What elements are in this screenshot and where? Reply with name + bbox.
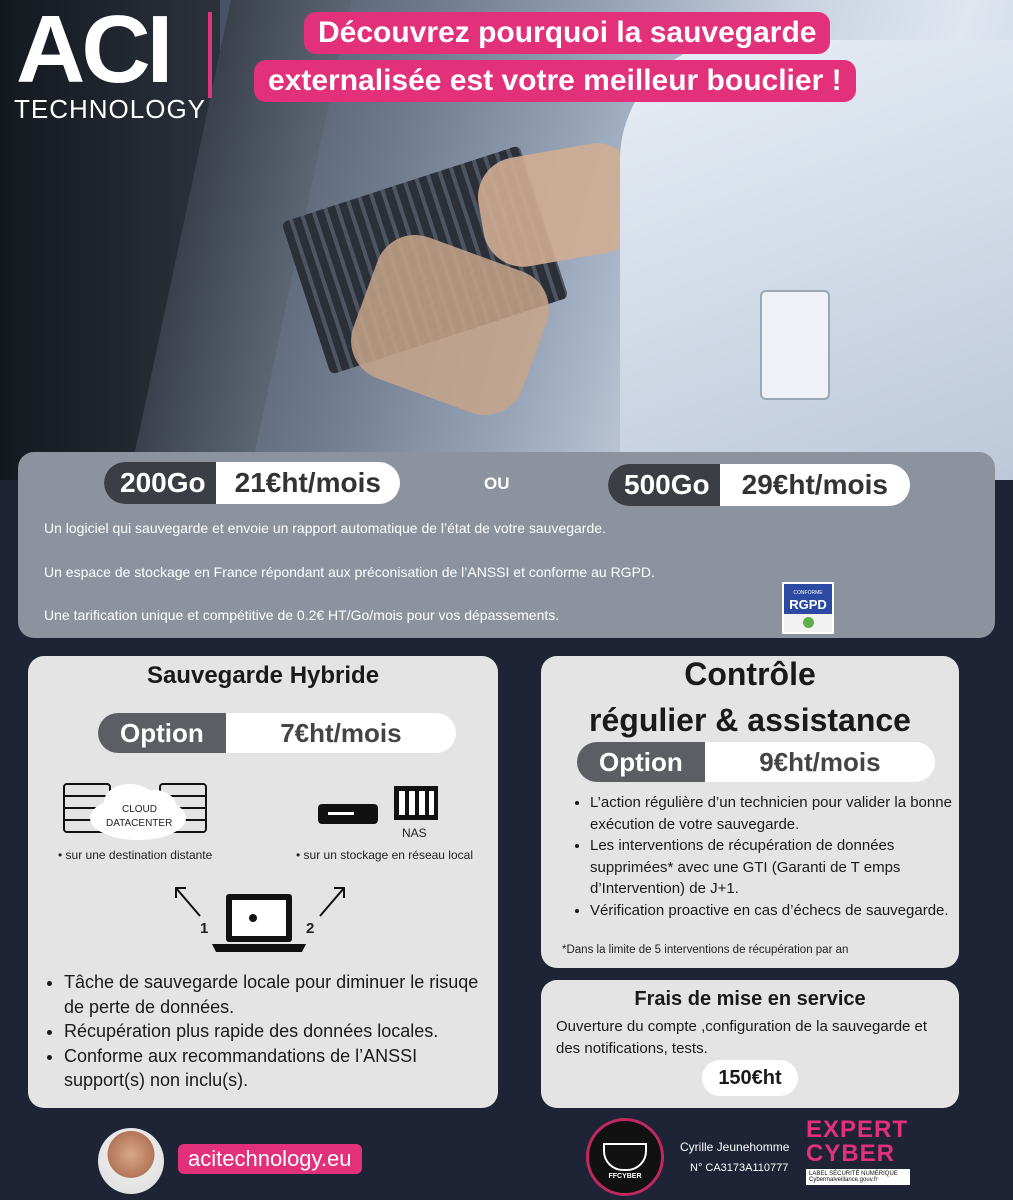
expert-cyber-badge — [806, 1118, 926, 1194]
plan-200go-size: 200Go — [104, 462, 216, 504]
control-option-price: 9€ht/mois — [759, 746, 881, 777]
nas-icon — [316, 784, 442, 830]
list-item: • Vérification proactive en cas d’échecs de sauvegarde. — [590, 900, 954, 922]
control-option-pill — [577, 742, 935, 782]
setup-title: Frais de mise en service — [634, 988, 866, 1010]
cloud-label: DATACENTER — [106, 818, 173, 829]
rgpd-badge-top: CONFORME — [793, 590, 823, 596]
rgpd-badge-main: RGPD — [789, 597, 827, 612]
plan-200go-price: 21€ht/mois — [234, 467, 381, 498]
nas-label: NAS — [402, 826, 427, 840]
control-title-2: régulier & assistance — [589, 702, 911, 738]
plan-500go-pill — [608, 464, 910, 506]
setup-price: 150€ht — [702, 1060, 798, 1096]
arrow-number-1: 1 — [200, 920, 209, 937]
list-item: • L’action régulière d’un technicien pour valider la bonne exécution de votre sauvegarde. — [590, 792, 954, 835]
website-link[interactable]: acitechnology.eu — [178, 1144, 362, 1174]
hybrid-option-label: Option — [98, 713, 226, 753]
plan-500go-size: 500Go — [608, 464, 720, 506]
nas-caption-text: sur un stockage en réseau local — [303, 848, 473, 862]
ffcyber-text: FFCYBER — [608, 1173, 642, 1180]
brand-logo-subtitle: TECHNOLOGY — [14, 94, 207, 124]
setup-description: Ouverture du compte ,configuration de la sauvegarde et des notifications, tests. — [556, 1018, 928, 1057]
hybrid-option-price: 7€ht/mois — [280, 717, 402, 748]
control-title-1: Contrôle — [684, 656, 816, 692]
expert-label-text: LABEL SÉCURITÉ NUMÉRIQUE — [809, 1171, 898, 1177]
list-item: • Tâche de sauvegarde locale pour diminuer le risuqe de perte de données. — [64, 970, 486, 1019]
hero-image — [0, 0, 1013, 480]
hybrid-bullets — [46, 970, 486, 1093]
expert-line-2: CYBER — [806, 1140, 896, 1167]
cloud-caption: • sur une destination distante — [58, 848, 213, 862]
headline-line-1: Découvrez pourquoi la sauvegarde — [304, 12, 830, 54]
plan-500go-price: 29€ht/mois — [741, 469, 888, 500]
hybrid-title: Sauvegarde Hybride — [146, 662, 380, 689]
list-item: • Conforme aux recommandations de l’ANSSI support(s) non inclu(s). — [64, 1044, 486, 1093]
check-icon — [803, 617, 814, 628]
expert-line-1: EXPERT — [806, 1116, 909, 1143]
feature-text: Un logiciel qui sauvegarde et envoie un rapport automatique de l’état de votre sauvegarde. — [44, 520, 606, 536]
feature-text: Une tarification unique et compétitive de 0.2€ HT/Go/mois pour vos dépassements. — [44, 607, 560, 623]
list-item: • Récupération plus rapide des données locales. — [64, 1019, 486, 1044]
brand-logo: ACI — [16, 0, 170, 103]
nas-caption: • sur un stockage en réseau local — [296, 848, 473, 862]
laptop-diagram — [170, 878, 360, 962]
cloud-label: CLOUD — [122, 804, 158, 815]
control-option-label: Option — [577, 742, 705, 782]
person-id: N° CA3173A110777 — [690, 1162, 789, 1174]
list-item: • Les interventions de récupération de données supprimées* avec une GTI (Garanti de T emps d’Intervention) de J+1. — [590, 835, 954, 900]
control-footnote: *Dans la limite de 5 interventions de récupération par an — [562, 944, 849, 956]
plan-200go-pill — [104, 462, 400, 504]
expert-label — [806, 1169, 910, 1185]
avatar — [98, 1128, 164, 1194]
arrow-number-2: 2 — [306, 920, 315, 937]
headline-line-2: externalisée est votre meilleur bouclier ! — [254, 60, 856, 102]
ffcyber-badge — [586, 1118, 664, 1196]
cloud-caption-text: sur une destination distante — [65, 848, 213, 862]
control-bullets — [572, 792, 954, 921]
feature-text: Un espace de stockage en France répondant aux préconisation de l’ANSSI et conforme au RGPD. — [44, 564, 655, 580]
person-name: Cyrille Jeunehomme — [680, 1140, 790, 1154]
plan-separator: OU — [484, 474, 510, 493]
logo-divider — [208, 12, 212, 98]
hybrid-option-pill — [98, 713, 456, 753]
rgpd-badge — [782, 582, 834, 634]
expert-url: Cybermalveillance.gouv.fr — [809, 1177, 878, 1183]
